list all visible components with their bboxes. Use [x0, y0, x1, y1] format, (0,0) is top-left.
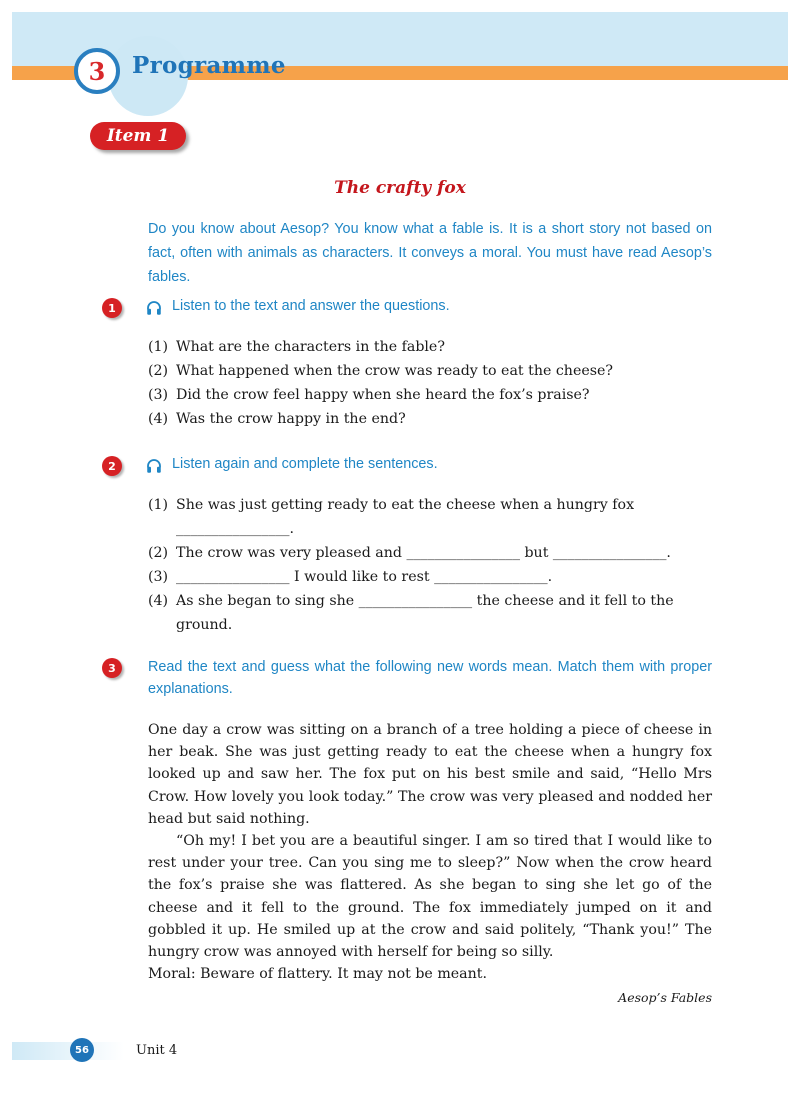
sentence-number: (3): [148, 569, 169, 585]
intro-paragraph: Do you know about Aesop? You know what a fable is. It is a short story not based on fact, often with animals as characters. It conveys a moral. You must have read Aesop’s fables.: [148, 221, 712, 285]
exercise-2-number: 2: [102, 456, 122, 476]
exercise-1-number: 1: [102, 298, 122, 318]
list-item: [148, 493, 718, 541]
list-item: [148, 589, 718, 637]
list-item: [148, 565, 718, 589]
lesson-title: The crafty fox: [334, 178, 466, 198]
exercise-1-instruction: Listen to the text and answer the questions.: [172, 298, 450, 314]
question-number: (3): [148, 387, 169, 403]
list-item: [148, 383, 718, 407]
sentence-text: ________________ I would like to rest ________________.: [176, 569, 553, 585]
section-title: Programme: [132, 52, 286, 79]
passage-moral: Moral: Beware of flattery. It may not be meant.: [148, 966, 487, 983]
list-item: [148, 359, 718, 383]
item-badge: Item 1: [90, 122, 186, 150]
question-text: What are the characters in the fable?: [176, 339, 445, 355]
fable-passage: [148, 719, 712, 985]
question-text: Did the crow feel happy when she heard the fox’s praise?: [176, 387, 590, 403]
list-item: [148, 335, 718, 359]
sentence-number: (2): [148, 545, 169, 561]
page-number: 56: [70, 1038, 94, 1062]
sentence-number: (1): [148, 497, 169, 513]
headphones-icon[interactable]: [145, 457, 163, 475]
headphones-icon[interactable]: [145, 299, 163, 317]
sentence-number: (4): [148, 593, 169, 609]
exercise-2-sentences: [148, 493, 718, 637]
sentence-text: As she began to sing she ________________ the cheese and it fell to the ground.: [176, 593, 674, 633]
question-number: (1): [148, 339, 169, 355]
list-item: [148, 407, 718, 431]
exercise-3-instruction: Read the text and guess what the following new words mean. Match them with proper explanations.: [148, 659, 712, 697]
list-item: [148, 541, 718, 565]
exercise-1-questions: [148, 335, 718, 431]
sentence-text: The crow was very pleased and ________________ but ________________.: [176, 545, 671, 561]
passage-paragraph-2: “Oh my! I bet you are a beautiful singer. I am so tired that I would like to rest under your tree. Can you sing me to sleep?” Now when the crow heard the fox’s praise she was flattered. As she began to sing she let go of the cheese and it fell to the ground. The fox immediately jumped on it and gobbled it up. He smiled up at the crow and said politely, “Thank you!” The hungry crow was annoyed with herself for being so silly.: [148, 833, 712, 961]
question-number: (2): [148, 363, 169, 379]
exercise-2-instruction: Listen again and complete the sentences.: [172, 456, 438, 472]
sentence-text: She was just getting ready to eat the cheese when a hungry fox ________________.: [176, 497, 635, 537]
unit-label: Unit 4: [136, 1043, 178, 1058]
question-number: (4): [148, 411, 169, 427]
passage-paragraph-1: One day a crow was sitting on a branch of a tree holding a piece of cheese in her beak. She was just getting ready to eat the cheese when a hungry fox looked up and saw her. The fox put on his best smile and said, “Hello Mrs Crow. How lovely you look today.” The crow was very pleased and nodded her head but said nothing.: [148, 722, 712, 827]
section-number: 3: [74, 48, 120, 94]
footer-band: [12, 1042, 124, 1060]
question-text: Was the crow happy in the end?: [176, 411, 406, 427]
passage-source: Aesop’s Fables: [618, 990, 712, 1005]
question-text: What happened when the crow was ready to eat the cheese?: [176, 363, 614, 379]
exercise-3-number: 3: [102, 658, 122, 678]
